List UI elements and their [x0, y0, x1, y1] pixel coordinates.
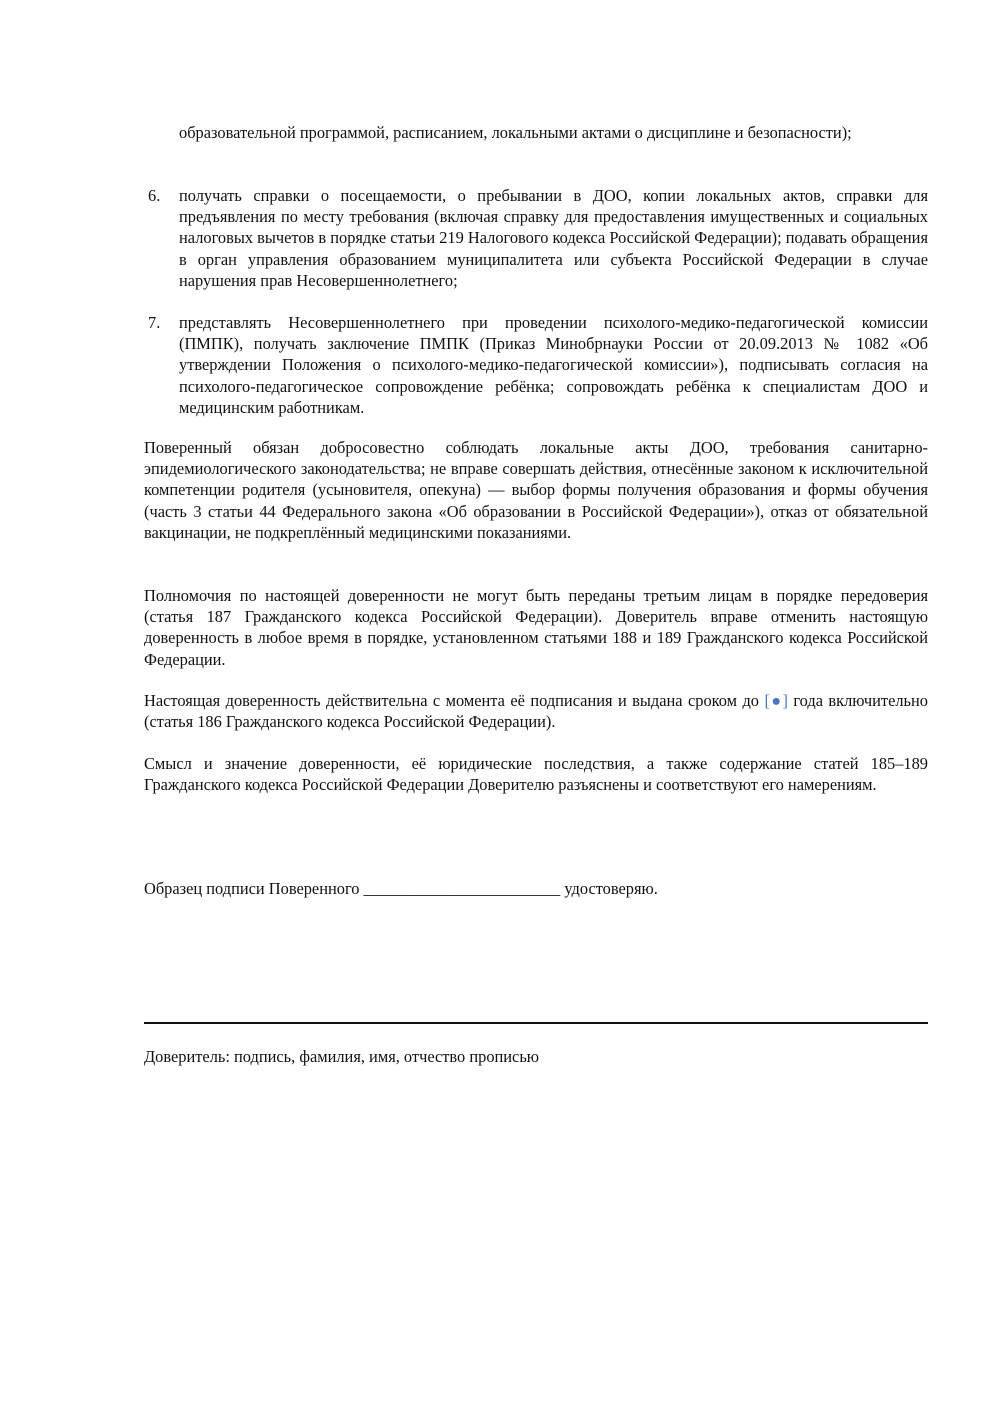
- list-item-7: [144, 312, 928, 418]
- list-item-number: 6.: [148, 186, 161, 205]
- validity-text-start: Настоящая доверенность действительна с момента её подписания и выдана сроком до: [144, 691, 765, 710]
- paragraph-explained: Смысл и значение доверенности, её юридические последствия, а также содержание статей 185–189 Гражданского кодекса Российской Федерации Доверителю разъяснены и соответствуют его намерениям.: [144, 754, 928, 795]
- paragraph-no-redelegation: Полномочия по настоящей доверенности не могут быть переданы третьим лицам в порядке передоверия (статья 187 Гражданского кодекса Российской Федерации). Доверитель вправе отменить настоящую доверенность в любое время в порядке, установленном статьями 188 и 189 Гражданского кодекса Российской Федерации.: [144, 586, 928, 669]
- validity-text-end: года включительно (статья 186 Гражданского кодекса Российской Федерации).: [144, 691, 928, 732]
- signature-sample-line: Образец подписи Поверенного ________________________ удостоверяю.: [144, 879, 658, 898]
- list-item-text: представлять Несовершеннолетнего при проведении психолого-медико-педагогической комиссии (ПМПК), получать заключение ПМПК (Приказ Минобрнауки России от 20.09.2013 № 1082 «Об утверждении Положения о психолого-медико-педагогической комиссии»), подписывать согласия на психолого-педагогическое сопровождение ребёнка; сопровождать ребёнка к специалистам ДОО и медицинским работникам.: [179, 313, 928, 417]
- signature-rule: [144, 1022, 928, 1024]
- list-item-continuation: образовательной программой, расписанием, локальными актами о дисциплине и безопасности);: [179, 123, 852, 142]
- date-placeholder: [●]: [764, 691, 788, 710]
- list-item-text: получать справки о посещаемости, о пребывании в ДОО, копии локальных актов, справки для предъявления по месту требования (включая справку для предоставления имущественных и социальных налоговых вычетов в порядке статьи 219 Налогового кодекса Российской Федерации); подавать обращения в орган управления образованием муниципалитета или субъекта Российской Федерации в случае нарушения прав Несовершеннолетнего;: [179, 186, 928, 290]
- list-item-6: [144, 185, 928, 291]
- principal-signature-caption: Доверитель: подпись, фамилия, имя, отчество прописью: [144, 1047, 540, 1066]
- paragraph-obligations: Поверенный обязан добросовестно соблюдать локальные акты ДОО, требования санитарно-эпидемиологического законодательства; не вправе совершать действия, отнесённые законом к исключительной компетенции родителя (усыновителя, опекуна) — выбор формы получения образования и формы обучения (часть 3 статьи 44 Федерального закона «Об образовании в Российской Федерации»), отказ от обязательной вакцинации, не подкреплённый медицинскими показаниями.: [144, 438, 928, 542]
- paragraph-validity: [144, 690, 928, 732]
- list-item-number: 7.: [148, 313, 161, 332]
